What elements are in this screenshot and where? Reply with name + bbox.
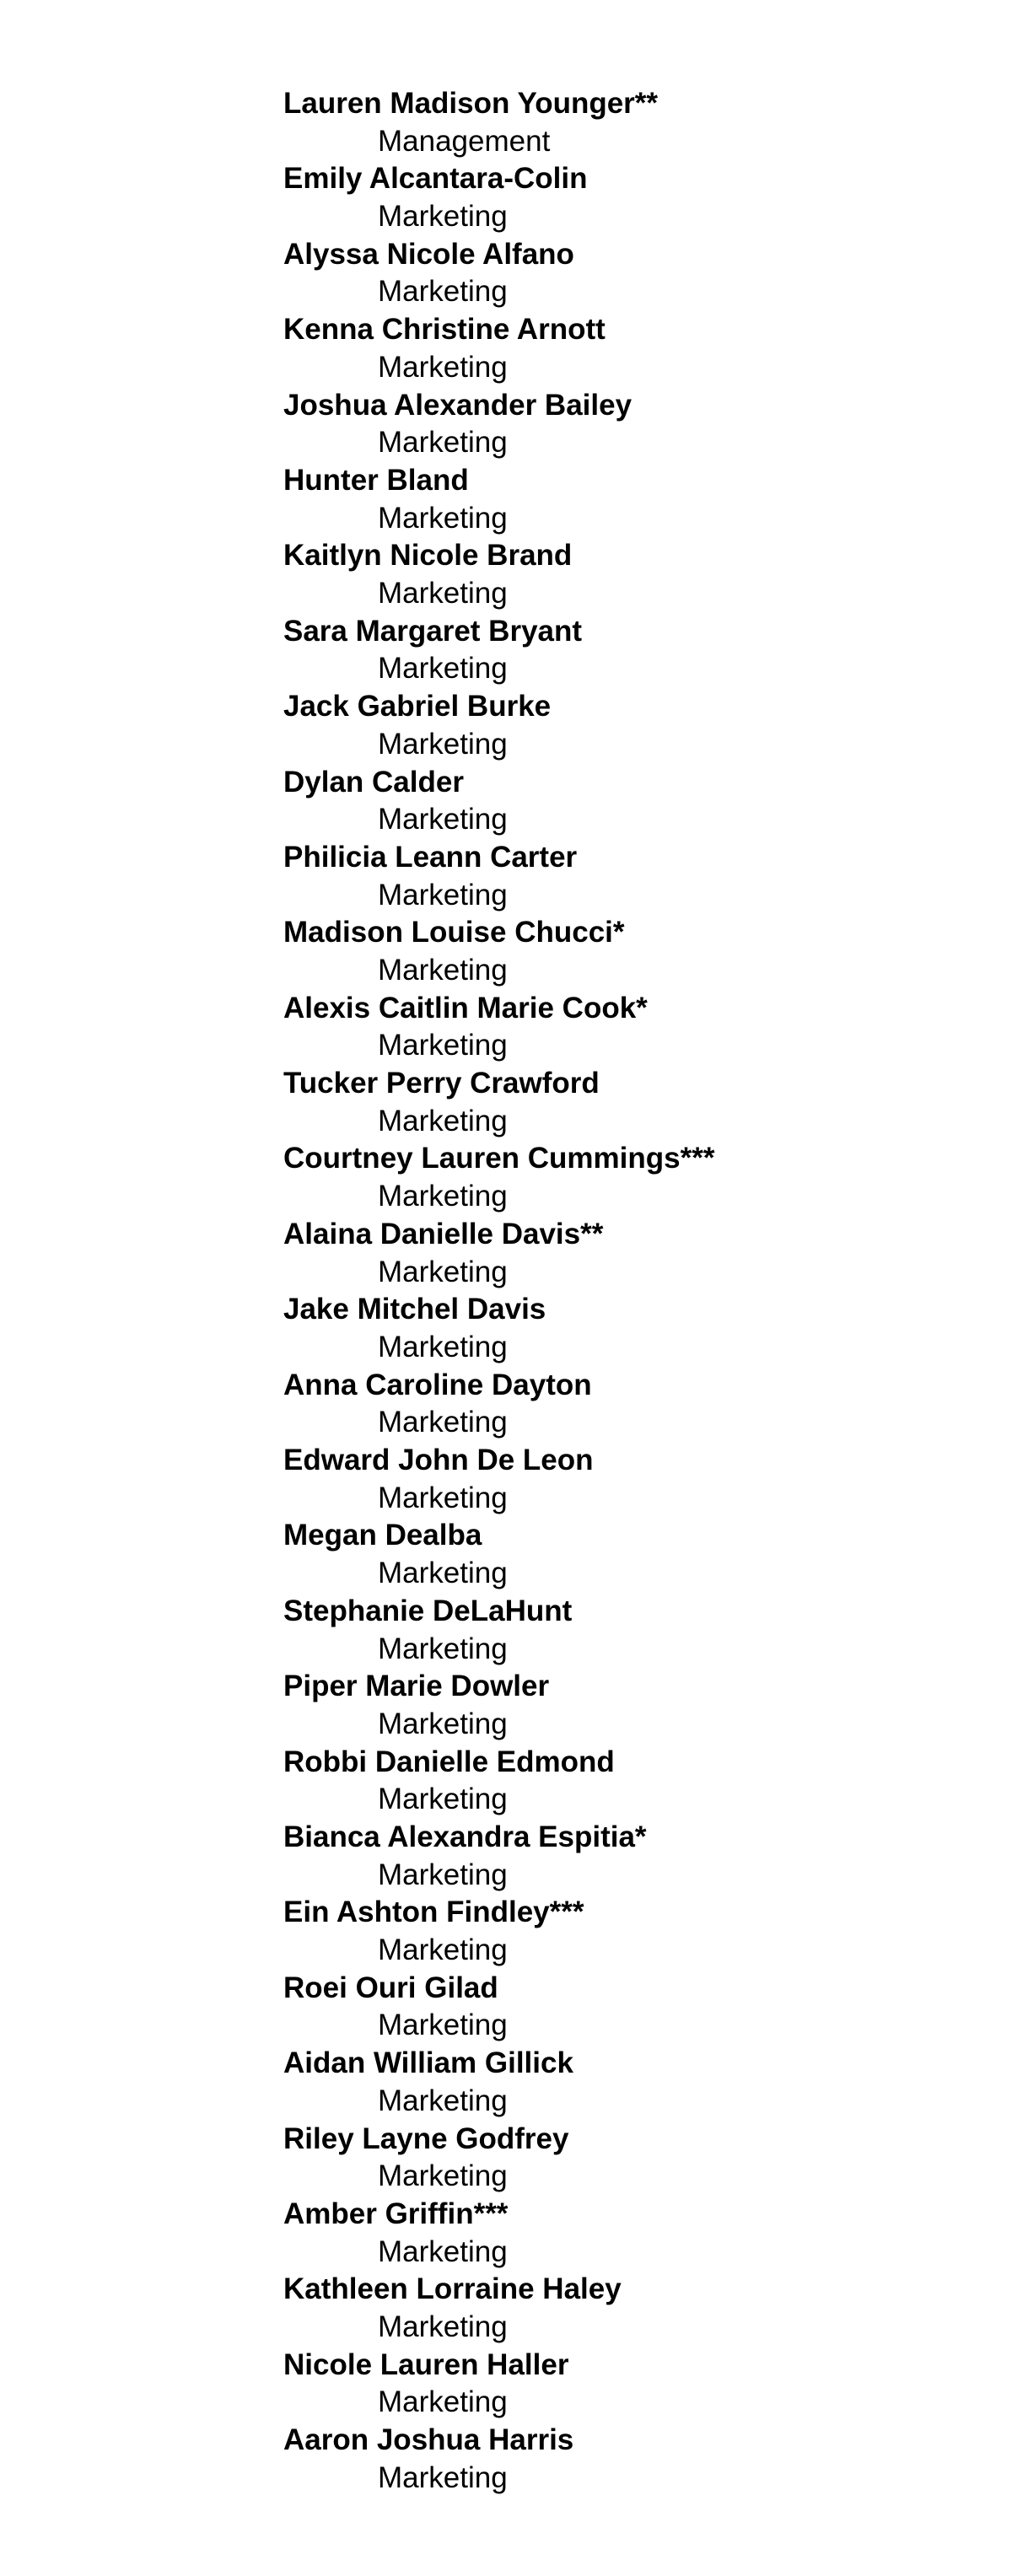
list-item	[283, 1367, 975, 1442]
list-item	[283, 387, 975, 462]
list-item	[283, 2347, 975, 2422]
graduate-department: Marketing	[378, 652, 508, 686]
list-item	[283, 1291, 975, 1366]
list-item	[283, 1894, 975, 1969]
graduate-name: Madison Louise Chucci*	[283, 916, 625, 949]
graduate-name: Tucker Perry Crawford	[283, 1067, 600, 1100]
list-item	[283, 839, 975, 914]
list-item	[283, 1970, 975, 2045]
graduate-name: Kathleen Lorraine Haley	[283, 2272, 622, 2306]
graduate-name: Philicia Leann Carter	[283, 840, 578, 874]
graduate-department: Marketing	[378, 2385, 508, 2419]
graduate-name: Stephanie DeLaHunt	[283, 1594, 573, 1627]
list-item	[283, 914, 975, 989]
list-item	[283, 2422, 975, 2497]
list-item	[283, 537, 975, 612]
list-item	[283, 2196, 975, 2271]
graduate-department: Marketing	[378, 2460, 508, 2494]
list-item	[283, 1216, 975, 1291]
graduate-name: Ein Ashton Findley***	[283, 1896, 584, 1929]
graduate-name: Aaron Joshua Harris	[283, 2423, 574, 2457]
graduate-department: Marketing	[378, 1255, 508, 1288]
list-item	[283, 311, 975, 386]
list-item	[283, 1065, 975, 1140]
graduate-name: Aidan William Gillick	[283, 2046, 573, 2080]
graduate-department: Management	[378, 124, 551, 158]
graduate-name: Robbi Danielle Edmond	[283, 1745, 615, 1778]
list-item	[283, 1517, 975, 1592]
graduate-name: Lauren Madison Younger**	[283, 87, 659, 120]
graduate-department: Marketing	[378, 1104, 508, 1137]
graduate-list	[283, 85, 975, 2498]
graduate-name: Riley Layne Godfrey	[283, 2122, 569, 2155]
graduate-department: Marketing	[378, 1557, 508, 1590]
graduate-name: Jack Gabriel Burke	[283, 690, 552, 723]
graduate-department: Marketing	[378, 1180, 508, 1213]
list-item	[283, 990, 975, 1065]
list-item	[283, 236, 975, 311]
graduate-name: Sara Margaret Bryant	[283, 614, 583, 648]
list-item	[283, 2045, 975, 2120]
graduate-department: Marketing	[378, 954, 508, 987]
graduate-department: Marketing	[378, 1632, 508, 1665]
graduate-department: Marketing	[378, 1858, 508, 1891]
graduate-department: Marketing	[378, 2009, 508, 2042]
graduate-department: Marketing	[378, 1783, 508, 1816]
list-item	[283, 2271, 975, 2346]
graduate-department: Marketing	[378, 803, 508, 836]
graduate-department: Marketing	[378, 2235, 508, 2268]
graduate-name: Dylan Calder	[283, 765, 464, 799]
graduate-department: Marketing	[378, 350, 508, 384]
list-item	[283, 1140, 975, 1215]
graduate-department: Marketing	[378, 1707, 508, 1740]
graduate-department: Marketing	[378, 2310, 508, 2344]
graduate-name: Kaitlyn Nicole Brand	[283, 539, 573, 573]
graduate-name: Courtney Lauren Cummings***	[283, 1142, 715, 1175]
graduate-name: Megan Dealba	[283, 1519, 482, 1552]
list-item	[283, 1744, 975, 1819]
graduate-department: Marketing	[378, 200, 508, 234]
graduate-name: Joshua Alexander Bailey	[283, 388, 632, 422]
graduate-name: Roei Ouri Gilad	[283, 1971, 498, 2004]
graduate-name: Piper Marie Dowler	[283, 1670, 550, 1703]
graduate-name: Hunter Bland	[283, 463, 469, 497]
list-item	[283, 462, 975, 537]
list-item	[283, 1668, 975, 1743]
graduate-department: Marketing	[378, 2084, 508, 2117]
list-item	[283, 1593, 975, 1668]
graduate-department: Marketing	[378, 1481, 508, 1514]
graduate-name: Anna Caroline Dayton	[283, 1368, 592, 1401]
list-item	[283, 613, 975, 688]
graduate-department: Marketing	[378, 1933, 508, 1967]
graduate-department: Marketing	[378, 1330, 508, 1363]
graduate-department: Marketing	[378, 2159, 508, 2193]
graduate-department: Marketing	[378, 1029, 508, 1062]
list-item	[283, 2121, 975, 2196]
graduate-department: Marketing	[378, 275, 508, 309]
graduate-department: Marketing	[378, 426, 508, 460]
graduate-department: Marketing	[378, 727, 508, 761]
graduate-name: Alexis Caitlin Marie Cook*	[283, 991, 648, 1024]
list-item	[283, 160, 975, 235]
graduate-department: Marketing	[378, 1406, 508, 1439]
graduate-department: Marketing	[378, 577, 508, 610]
graduate-name: Jake Mitchel Davis	[283, 1293, 546, 1326]
graduate-department: Marketing	[378, 878, 508, 912]
list-item	[283, 1819, 975, 1894]
graduate-name: Bianca Alexandra Espitia*	[283, 1820, 647, 1853]
graduate-name: Amber Griffin***	[283, 2197, 509, 2230]
graduate-name: Emily Alcantara-Colin	[283, 162, 588, 196]
graduate-name: Kenna Christine Arnott	[283, 313, 606, 347]
graduate-name: Edward John De Leon	[283, 1444, 594, 1477]
list-item	[283, 1442, 975, 1517]
graduate-name: Alyssa Nicole Alfano	[283, 237, 574, 271]
graduate-name: Nicole Lauren Haller	[283, 2347, 569, 2381]
list-item	[283, 764, 975, 839]
list-item	[283, 688, 975, 763]
graduate-name: Alaina Danielle Davis**	[283, 1217, 604, 1250]
graduate-department: Marketing	[378, 501, 508, 535]
list-item	[283, 85, 975, 160]
